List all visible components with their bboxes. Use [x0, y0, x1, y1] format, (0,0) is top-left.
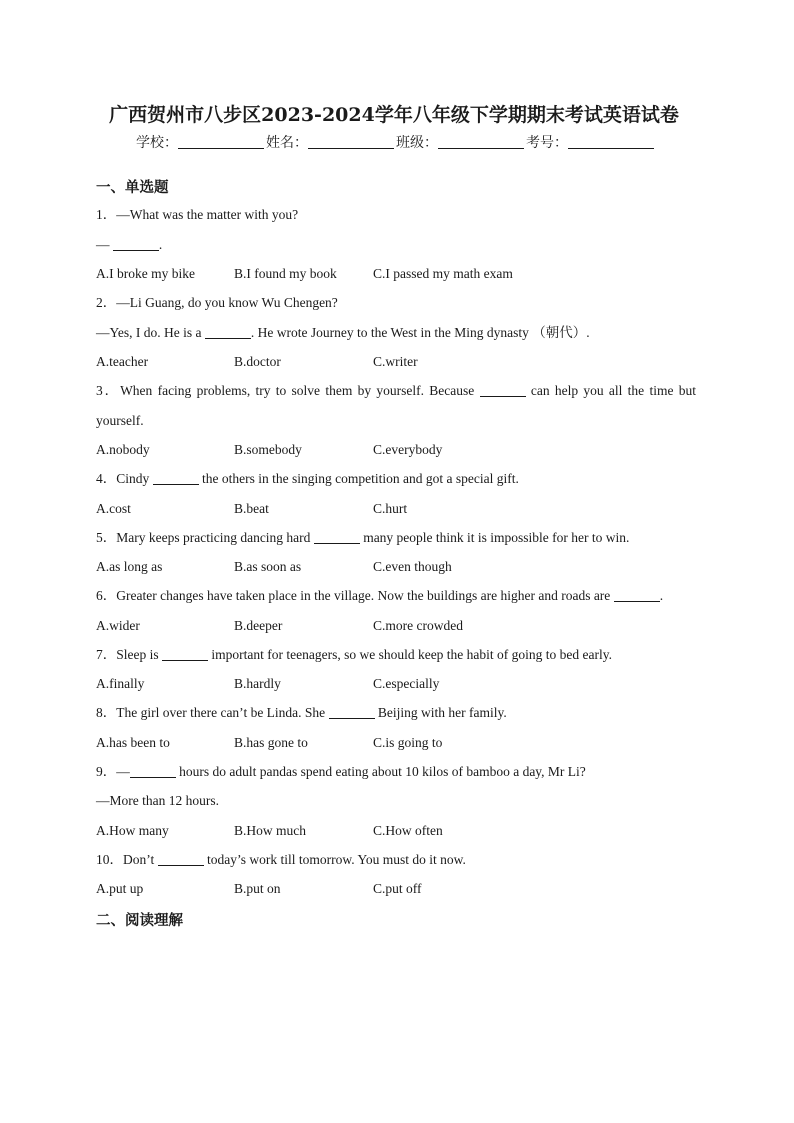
- question-9: [96, 757, 696, 845]
- question-text: 1．—What was the matter with you?: [96, 207, 299, 222]
- option-b[interactable]: B.How much: [234, 822, 306, 838]
- name-blank[interactable]: [308, 134, 394, 149]
- question-text: [96, 698, 696, 728]
- options-row: [96, 435, 696, 464]
- options-row: [96, 347, 696, 376]
- option-b[interactable]: B.I found my book: [234, 266, 337, 281]
- option-c[interactable]: C.is going to: [373, 734, 443, 750]
- question-text-part: 6．Greater changes have taken place in the village. Now the buildings are higher and roads are: [96, 588, 614, 603]
- options-row: [96, 728, 696, 757]
- option-a[interactable]: A.How many: [96, 822, 169, 838]
- answer-blank[interactable]: [158, 853, 204, 866]
- option-b[interactable]: B.put on: [234, 881, 281, 896]
- options-row: [96, 611, 696, 640]
- question-text-part: —Yes, I do. He is a: [96, 324, 205, 340]
- option-a[interactable]: A.finally: [96, 676, 145, 691]
- question-text-part: 8．The girl over there can’t be Linda. She: [96, 705, 329, 720]
- question-text-part: many people think it is impossible for her to win.: [359, 529, 630, 545]
- option-a[interactable]: A.teacher: [96, 354, 149, 369]
- option-c[interactable]: C.hurt: [373, 500, 408, 516]
- option-c[interactable]: C.especially: [373, 676, 440, 691]
- question-text-part: 7．Sleep is: [96, 646, 162, 662]
- option-a[interactable]: A.nobody: [96, 442, 150, 457]
- question-text-part: —: [96, 236, 113, 252]
- question-text: [96, 230, 696, 260]
- answer-blank[interactable]: [329, 706, 375, 719]
- question-8: [96, 698, 696, 757]
- answer-blank[interactable]: [480, 384, 526, 397]
- section-title-reading: 二、阅读理解: [96, 913, 183, 929]
- option-c[interactable]: C.put off: [373, 881, 422, 896]
- number-label: 考号：: [526, 135, 568, 151]
- option-c[interactable]: C.How often: [373, 822, 443, 838]
- question-4: [96, 464, 696, 523]
- question-text: 2．—Li Guang, do you know Wu Chengen?: [96, 295, 338, 310]
- option-c[interactable]: C.writer: [373, 354, 418, 369]
- question-text-part: . He wrote Journey to the West in the Ming dynasty （朝代）.: [250, 324, 590, 340]
- question-text: [96, 464, 696, 494]
- exam-page: [96, 100, 696, 933]
- section-title-single-choice: 一、单选题: [96, 180, 169, 196]
- option-b[interactable]: B.as soon as: [234, 559, 302, 574]
- answer-blank[interactable]: [162, 648, 208, 661]
- question-6: [96, 581, 696, 640]
- answer-blank[interactable]: [153, 472, 199, 485]
- question-text-part: hours do adult pandas spend eating about 10 kilos of bamboo a day, Mr Li?: [175, 763, 586, 779]
- question-text-part: 5．Mary keeps practicing dancing hard: [96, 529, 314, 545]
- question-text-part: can help you all the time but yourself.: [96, 383, 696, 428]
- question-text-part: 3．When facing problems, try to solve them by yourself. Because: [96, 383, 480, 398]
- answer-blank[interactable]: [314, 531, 360, 544]
- option-b[interactable]: B.beat: [234, 500, 269, 516]
- option-b[interactable]: B.doctor: [234, 354, 281, 369]
- option-c[interactable]: C.everybody: [373, 442, 443, 457]
- option-a[interactable]: A.wider: [96, 617, 140, 633]
- question-text-part: today’s work till tomorrow. You must do it now.: [203, 851, 466, 867]
- question-text: [96, 376, 696, 435]
- options-row: [96, 552, 696, 581]
- question-text: [96, 845, 696, 875]
- option-a[interactable]: A.as long as: [96, 559, 163, 574]
- question-text: —More than 12 hours.: [96, 793, 219, 808]
- option-a[interactable]: A.put up: [96, 881, 144, 896]
- question-text: [96, 581, 696, 611]
- question-text-part: Beijing with her family.: [374, 705, 507, 720]
- question-3: [96, 376, 696, 464]
- option-b[interactable]: B.somebody: [234, 442, 302, 457]
- question-2: [96, 288, 696, 376]
- options-row: [96, 816, 696, 845]
- question-text-part: 10．Don’t: [96, 851, 158, 867]
- answer-blank[interactable]: [614, 589, 660, 602]
- question-text: [96, 640, 696, 670]
- number-blank[interactable]: [568, 134, 654, 149]
- student-info-line: [96, 130, 696, 156]
- question-text-part: 9．—: [96, 763, 130, 779]
- option-c[interactable]: C.more crowded: [373, 617, 463, 633]
- question-text-part: .: [659, 588, 664, 603]
- question-10: [96, 845, 696, 904]
- answer-blank[interactable]: [130, 765, 176, 778]
- option-a[interactable]: A.cost: [96, 500, 131, 516]
- option-b[interactable]: B.hardly: [234, 676, 281, 691]
- question-1: [96, 200, 696, 288]
- exam-title: 广西贺州市八步区2023-2024学年八年级下学期期末考试英语试卷: [109, 104, 679, 126]
- class-blank[interactable]: [438, 134, 524, 149]
- option-c[interactable]: C.even though: [373, 559, 452, 574]
- question-text: [96, 757, 696, 787]
- question-text: [96, 318, 696, 348]
- school-blank[interactable]: [178, 134, 264, 149]
- option-a[interactable]: A.I broke my bike: [96, 266, 195, 281]
- question-text: [96, 523, 696, 553]
- question-7: [96, 640, 696, 699]
- question-text-part: important for teenagers, so we should keep the habit of going to bed early.: [208, 646, 613, 662]
- option-b[interactable]: B.deeper: [234, 617, 283, 633]
- question-text-part: the others in the singing competition and got a special gift.: [198, 471, 519, 486]
- class-label: 班级：: [396, 135, 438, 151]
- option-c[interactable]: C.I passed my math exam: [373, 266, 513, 281]
- options-row: [96, 494, 696, 523]
- question-5: [96, 523, 696, 582]
- option-a[interactable]: A.has been to: [96, 734, 170, 750]
- options-row: [96, 259, 696, 288]
- question-text-part: .: [158, 236, 163, 252]
- options-row: [96, 874, 696, 903]
- school-label: 学校：: [136, 135, 178, 151]
- name-label: 姓名：: [266, 135, 308, 151]
- option-b[interactable]: B.has gone to: [234, 734, 308, 750]
- answer-blank[interactable]: [205, 326, 251, 339]
- answer-blank[interactable]: [113, 238, 159, 251]
- question-text-part: 4．Cindy: [96, 471, 153, 486]
- options-row: [96, 669, 696, 698]
